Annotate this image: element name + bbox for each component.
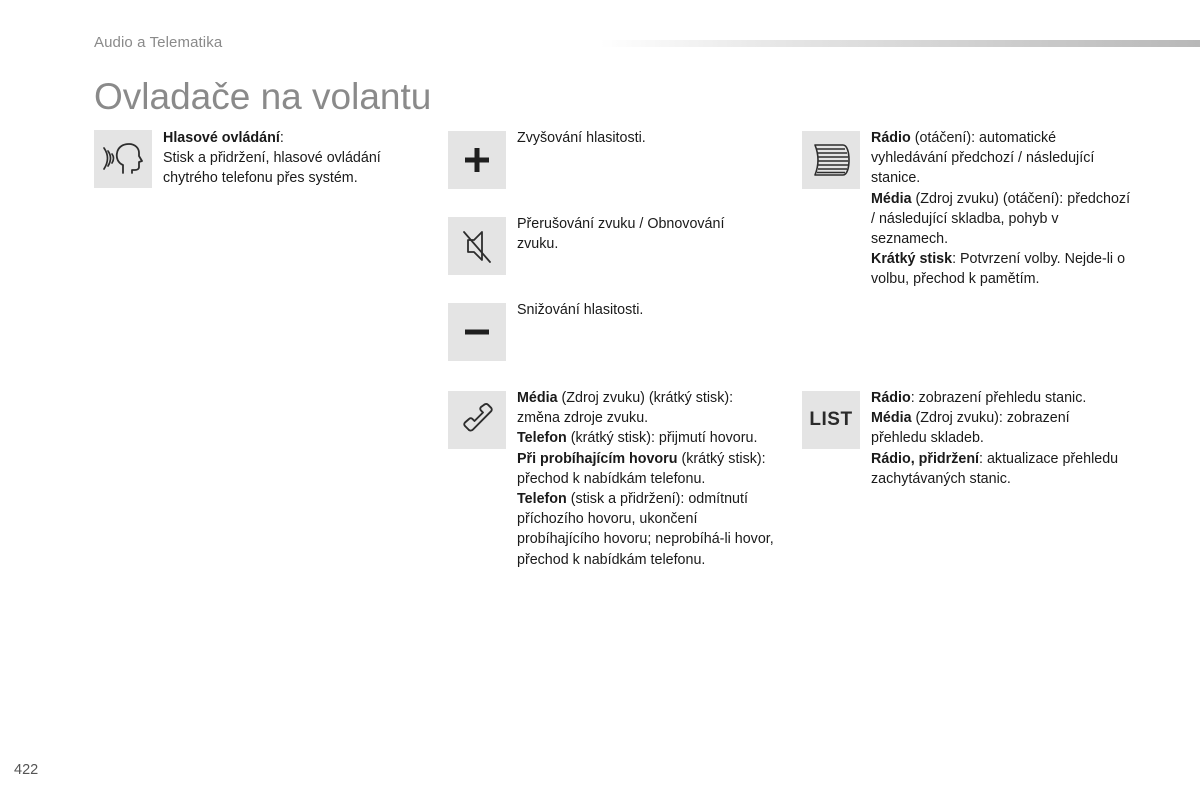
volume-down-description: Snižování hlasitosti. xyxy=(517,302,644,318)
voice-command-text: Stisk a přidržení, hlasové ovládání chytrého telefonu přes systém. xyxy=(163,150,381,187)
page-title: Ovladače na volantu xyxy=(94,76,432,117)
thumbwheel-description: Rádio (otáčení): automatické vyhledávání předchozí / následující stanice. Média (Zdroj zvuku) (otáčení): předchozí / následující skladba, pohyb v seznamech. Krátký stisk: Potvrzení volby. Nejde-li o volbu, přechod k pamětím. xyxy=(871,130,1131,288)
voice-command-label: Hlasové ovládání xyxy=(163,130,280,146)
phone-handset-icon xyxy=(460,403,494,437)
phone-button xyxy=(448,391,506,449)
volume-down-button xyxy=(448,303,506,361)
plus-icon xyxy=(464,147,490,173)
list-button xyxy=(802,391,860,449)
minus-icon xyxy=(464,328,490,336)
list-button-icon: LIST xyxy=(809,409,853,430)
volume-up-description: Zvyšování hlasitosti. xyxy=(517,130,646,146)
header-gradient-bar xyxy=(600,40,1200,47)
list-description: Rádio: zobrazení přehledu stanic. Média (Zdroj zvuku): zobrazení přehledu skladeb. Rádio, přidržení: aktualizace přehledu zachytávaných stanic. xyxy=(871,390,1119,487)
mute-icon xyxy=(460,226,494,266)
volume-up-button xyxy=(448,131,506,189)
page-number: 422 xyxy=(14,762,39,778)
mute-button xyxy=(448,217,506,275)
mute-description: Přerušování zvuku / Obnovování zvuku. xyxy=(517,216,725,253)
section-title: Audio a Telematika xyxy=(94,34,223,51)
voice-command-icon xyxy=(101,139,145,179)
thumbwheel-icon xyxy=(811,142,851,178)
phone-description: Média (Zdroj zvuku) (krátký stisk): změna zdroje zvuku. Telefon (krátký stisk): přijmutí hovoru. Při probíhajícím hovoru (krátký stisk): přechod k nabídkám telefonu. Telefon (stisk a přidržení): odmítnutí příchozího hovoru, ukončení probíhajícího hovoru; neprobíhá-li hovor, přechod k nabídkám telefonu. xyxy=(517,390,774,568)
voice-command-description: Hlasové ovládání: Stisk a přidržení, hlasové ovládání chytrého telefonu přes systém. xyxy=(163,130,381,187)
thumbwheel-button xyxy=(802,131,860,189)
voice-command-button xyxy=(94,130,152,188)
